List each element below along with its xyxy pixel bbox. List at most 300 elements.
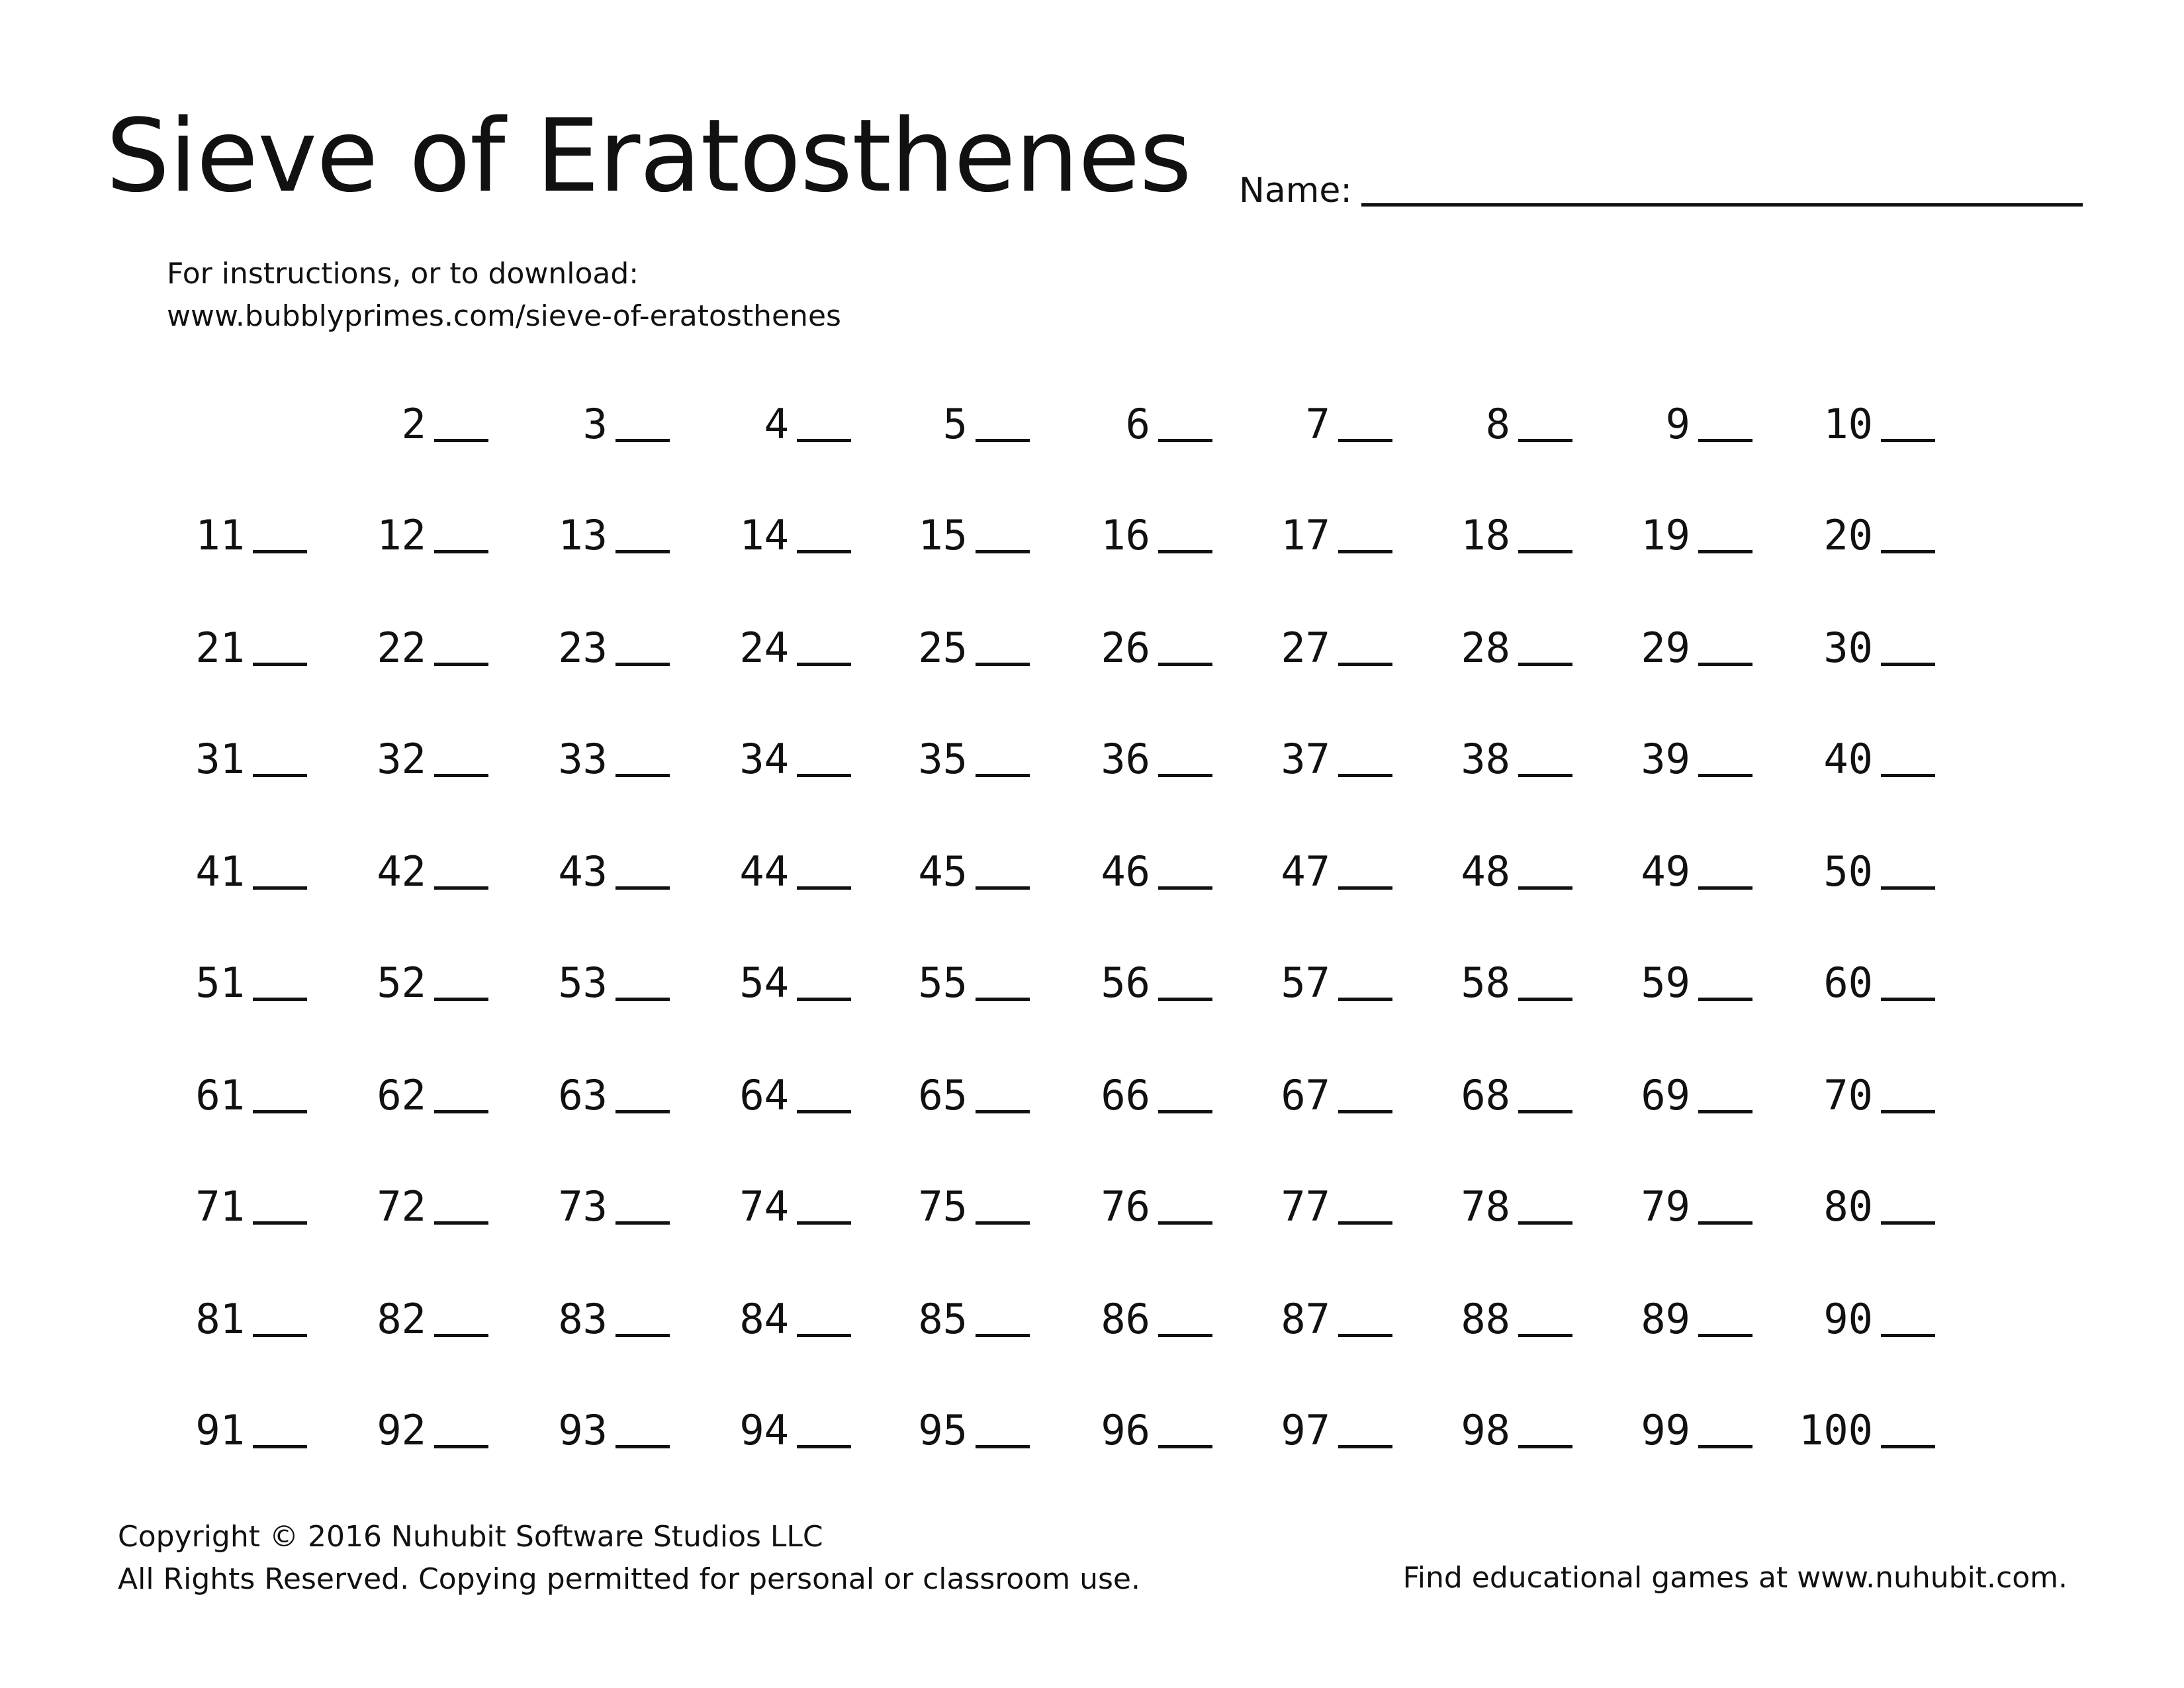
answer-blank[interactable] bbox=[797, 998, 851, 1001]
answer-blank[interactable] bbox=[1881, 1445, 1935, 1448]
number-cell[interactable] bbox=[161, 503, 307, 559]
number-cell[interactable] bbox=[1790, 1174, 1935, 1231]
number-cell[interactable] bbox=[1427, 616, 1572, 672]
answer-blank[interactable] bbox=[1338, 774, 1392, 777]
answer-blank[interactable] bbox=[1158, 774, 1212, 777]
number-label: 58 bbox=[1461, 959, 1510, 1007]
answer-blank[interactable] bbox=[434, 886, 488, 890]
answer-blank[interactable] bbox=[434, 1221, 488, 1225]
answer-blank[interactable] bbox=[434, 1334, 488, 1337]
number-label: 53 bbox=[558, 959, 608, 1007]
number-label: 39 bbox=[1641, 735, 1690, 783]
number-label: 21 bbox=[195, 624, 245, 672]
number-cell[interactable] bbox=[161, 839, 307, 896]
answer-blank[interactable] bbox=[797, 1445, 851, 1448]
answer-blank[interactable] bbox=[615, 886, 670, 890]
number-cell[interactable] bbox=[524, 1174, 670, 1231]
number-label: 25 bbox=[918, 624, 968, 672]
number-cell[interactable] bbox=[343, 503, 488, 559]
number-label: 34 bbox=[739, 735, 789, 783]
number-cell[interactable] bbox=[884, 1287, 1030, 1343]
answer-blank[interactable] bbox=[976, 886, 1030, 890]
number-cell[interactable] bbox=[1607, 727, 1752, 783]
answer-blank[interactable] bbox=[1518, 998, 1572, 1001]
number-cell[interactable] bbox=[524, 1398, 670, 1454]
number-cell[interactable] bbox=[705, 839, 851, 896]
number-label: 98 bbox=[1461, 1406, 1510, 1454]
answer-blank[interactable] bbox=[434, 550, 488, 553]
answer-blank[interactable] bbox=[615, 663, 670, 666]
number-label: 24 bbox=[739, 624, 789, 672]
answer-blank[interactable] bbox=[797, 1110, 851, 1113]
number-cell[interactable] bbox=[1427, 1174, 1572, 1231]
answer-blank[interactable] bbox=[976, 1334, 1030, 1337]
number-label: 37 bbox=[1281, 735, 1330, 783]
number-cell[interactable] bbox=[343, 1174, 488, 1231]
name-label: Name: bbox=[1239, 171, 1352, 211]
answer-blank[interactable] bbox=[1518, 1221, 1572, 1225]
number-cell[interactable] bbox=[884, 1398, 1030, 1454]
number-cell[interactable] bbox=[1607, 951, 1752, 1007]
number-label: 77 bbox=[1281, 1182, 1330, 1231]
answer-blank[interactable] bbox=[1518, 1445, 1572, 1448]
number-label: 18 bbox=[1461, 511, 1510, 559]
number-cell[interactable] bbox=[705, 727, 851, 783]
answer-blank[interactable] bbox=[615, 1221, 670, 1225]
number-cell[interactable] bbox=[524, 727, 670, 783]
answer-blank[interactable] bbox=[434, 998, 488, 1001]
answer-blank[interactable] bbox=[797, 1221, 851, 1225]
number-cell[interactable] bbox=[1607, 839, 1752, 896]
number-label: 96 bbox=[1101, 1406, 1150, 1454]
instructions-text: For instructions, or to download: bbox=[167, 257, 639, 291]
answer-blank[interactable] bbox=[1518, 1334, 1572, 1337]
number-cell[interactable] bbox=[1067, 616, 1212, 672]
number-cell[interactable] bbox=[705, 392, 851, 448]
answer-blank[interactable] bbox=[1698, 1334, 1752, 1337]
number-label: 19 bbox=[1641, 511, 1690, 559]
number-cell[interactable] bbox=[884, 392, 1030, 448]
number-cell[interactable] bbox=[884, 616, 1030, 672]
answer-blank[interactable] bbox=[1158, 1334, 1212, 1337]
answer-blank[interactable] bbox=[1518, 439, 1572, 442]
answer-blank[interactable] bbox=[615, 774, 670, 777]
answer-blank[interactable] bbox=[1518, 774, 1572, 777]
answer-blank[interactable] bbox=[1698, 1445, 1752, 1448]
number-label: 78 bbox=[1461, 1182, 1510, 1231]
answer-blank[interactable] bbox=[1698, 1221, 1752, 1225]
answer-blank[interactable] bbox=[1698, 774, 1752, 777]
answer-blank[interactable] bbox=[976, 439, 1030, 442]
number-cell[interactable] bbox=[1427, 1287, 1572, 1343]
answer-blank[interactable] bbox=[1518, 550, 1572, 553]
answer-blank[interactable] bbox=[797, 550, 851, 553]
number-cell[interactable] bbox=[1790, 1287, 1935, 1343]
answer-blank[interactable] bbox=[1698, 886, 1752, 890]
number-label: 71 bbox=[195, 1182, 245, 1231]
copyright-block bbox=[118, 1516, 1140, 1601]
number-label: 15 bbox=[918, 511, 968, 559]
number-cell[interactable] bbox=[705, 1174, 851, 1231]
answer-blank[interactable] bbox=[1338, 550, 1392, 553]
number-label: 41 bbox=[195, 847, 245, 896]
number-label: 93 bbox=[558, 1406, 608, 1454]
number-cell[interactable] bbox=[1607, 1174, 1752, 1231]
number-cell[interactable] bbox=[1427, 1398, 1572, 1454]
number-label: 12 bbox=[377, 511, 426, 559]
number-cell[interactable] bbox=[524, 839, 670, 896]
number-label: 76 bbox=[1101, 1182, 1150, 1231]
number-cell[interactable] bbox=[343, 839, 488, 896]
instructions-url: www.bubblyprimes.com/sieve-of-eratosthenes bbox=[167, 299, 841, 333]
answer-blank[interactable] bbox=[253, 1221, 307, 1225]
number-label: 5 bbox=[942, 400, 968, 448]
number-cell[interactable] bbox=[1067, 839, 1212, 896]
number-label: 8 bbox=[1485, 400, 1510, 448]
number-label: 7 bbox=[1305, 400, 1330, 448]
answer-blank[interactable] bbox=[1338, 998, 1392, 1001]
number-label: 35 bbox=[918, 735, 968, 783]
number-label: 30 bbox=[1823, 624, 1873, 672]
number-cell[interactable] bbox=[343, 392, 488, 448]
number-cell[interactable] bbox=[1790, 1398, 1935, 1454]
rights-text: All Rights Reserved. Copying permitted for personal or classroom use. bbox=[118, 1562, 1140, 1596]
number-label: 16 bbox=[1101, 511, 1150, 559]
answer-blank[interactable] bbox=[253, 774, 307, 777]
number-label: 59 bbox=[1641, 959, 1690, 1007]
answer-blank[interactable] bbox=[1518, 886, 1572, 890]
number-label: 99 bbox=[1641, 1406, 1690, 1454]
number-label: 11 bbox=[195, 511, 245, 559]
answer-blank[interactable] bbox=[253, 1334, 307, 1337]
number-label: 66 bbox=[1101, 1071, 1150, 1119]
number-label: 69 bbox=[1641, 1071, 1690, 1119]
answer-blank[interactable] bbox=[797, 774, 851, 777]
number-cell[interactable] bbox=[1247, 503, 1392, 559]
number-cell[interactable] bbox=[884, 503, 1030, 559]
number-label: 38 bbox=[1461, 735, 1510, 783]
number-cell[interactable] bbox=[1427, 951, 1572, 1007]
number-label: 36 bbox=[1101, 735, 1150, 783]
answer-blank[interactable] bbox=[1881, 663, 1935, 666]
number-label: 31 bbox=[195, 735, 245, 783]
answer-blank[interactable] bbox=[1698, 550, 1752, 553]
answer-blank[interactable] bbox=[1698, 439, 1752, 442]
number-cell[interactable] bbox=[1427, 503, 1572, 559]
answer-blank[interactable] bbox=[1881, 1334, 1935, 1337]
number-label: 10 bbox=[1823, 400, 1873, 448]
number-cell[interactable] bbox=[1790, 951, 1935, 1007]
number-cell[interactable] bbox=[1790, 503, 1935, 559]
page-title: Sieve of Eratosthenes bbox=[106, 97, 1191, 214]
number-cell[interactable] bbox=[1607, 1287, 1752, 1343]
number-label: 54 bbox=[739, 959, 789, 1007]
number-label: 72 bbox=[377, 1182, 426, 1231]
number-cell[interactable] bbox=[1247, 392, 1392, 448]
number-label: 62 bbox=[377, 1071, 426, 1119]
number-cell[interactable] bbox=[1247, 1398, 1392, 1454]
number-label: 64 bbox=[739, 1071, 789, 1119]
number-cell[interactable] bbox=[884, 839, 1030, 896]
number-label: 81 bbox=[195, 1295, 245, 1343]
answer-blank[interactable] bbox=[976, 1221, 1030, 1225]
answer-blank[interactable] bbox=[1338, 1221, 1392, 1225]
answer-blank[interactable] bbox=[976, 774, 1030, 777]
number-label: 95 bbox=[918, 1406, 968, 1454]
number-cell[interactable] bbox=[343, 1287, 488, 1343]
number-cell[interactable] bbox=[343, 1398, 488, 1454]
number-label: 74 bbox=[739, 1182, 789, 1231]
answer-blank[interactable] bbox=[434, 1445, 488, 1448]
number-label: 70 bbox=[1823, 1071, 1873, 1119]
number-label: 20 bbox=[1823, 511, 1873, 559]
number-label: 28 bbox=[1461, 624, 1510, 672]
answer-blank[interactable] bbox=[1338, 886, 1392, 890]
answer-blank[interactable] bbox=[1881, 439, 1935, 442]
answer-blank[interactable] bbox=[797, 886, 851, 890]
number-cell[interactable] bbox=[1067, 392, 1212, 448]
number-label: 22 bbox=[377, 624, 426, 672]
number-cell[interactable] bbox=[1247, 951, 1392, 1007]
number-cell[interactable] bbox=[1607, 1063, 1752, 1119]
number-cell[interactable] bbox=[1427, 839, 1572, 896]
number-cell[interactable] bbox=[524, 616, 670, 672]
answer-blank[interactable] bbox=[434, 1110, 488, 1113]
number-label: 50 bbox=[1823, 847, 1873, 896]
number-cell[interactable] bbox=[1790, 839, 1935, 896]
answer-blank[interactable] bbox=[615, 550, 670, 553]
number-cell[interactable] bbox=[1427, 727, 1572, 783]
number-cell[interactable] bbox=[161, 616, 307, 672]
number-label: 73 bbox=[558, 1182, 608, 1231]
answer-blank[interactable] bbox=[1698, 998, 1752, 1001]
answer-blank[interactable] bbox=[253, 663, 307, 666]
number-cell[interactable] bbox=[1607, 616, 1752, 672]
number-cell[interactable] bbox=[705, 1287, 851, 1343]
number-label: 4 bbox=[764, 400, 789, 448]
answer-blank[interactable] bbox=[434, 663, 488, 666]
number-label: 43 bbox=[558, 847, 608, 896]
number-label: 48 bbox=[1461, 847, 1510, 896]
number-cell[interactable] bbox=[343, 616, 488, 672]
number-cell[interactable] bbox=[884, 727, 1030, 783]
answer-blank[interactable] bbox=[1158, 886, 1212, 890]
answer-blank[interactable] bbox=[1338, 663, 1392, 666]
answer-blank[interactable] bbox=[1158, 1221, 1212, 1225]
answer-blank[interactable] bbox=[1881, 774, 1935, 777]
number-label: 89 bbox=[1641, 1295, 1690, 1343]
number-cell[interactable] bbox=[524, 1063, 670, 1119]
number-cell[interactable] bbox=[705, 616, 851, 672]
number-cell[interactable] bbox=[524, 392, 670, 448]
answer-blank[interactable] bbox=[976, 663, 1030, 666]
number-cell[interactable] bbox=[1067, 1063, 1212, 1119]
number-cell[interactable] bbox=[343, 727, 488, 783]
number-label: 90 bbox=[1823, 1295, 1873, 1343]
number-label: 33 bbox=[558, 735, 608, 783]
answer-blank[interactable] bbox=[1881, 886, 1935, 890]
number-label: 88 bbox=[1461, 1295, 1510, 1343]
number-label: 79 bbox=[1641, 1182, 1690, 1231]
number-label: 52 bbox=[377, 959, 426, 1007]
number-label: 56 bbox=[1101, 959, 1150, 1007]
number-label: 67 bbox=[1281, 1071, 1330, 1119]
number-cell[interactable] bbox=[1067, 1398, 1212, 1454]
number-cell[interactable] bbox=[161, 951, 307, 1007]
number-cell[interactable] bbox=[161, 1174, 307, 1231]
answer-blank[interactable] bbox=[615, 1334, 670, 1337]
answer-blank[interactable] bbox=[253, 1110, 307, 1113]
number-label: 63 bbox=[558, 1071, 608, 1119]
number-label: 75 bbox=[918, 1182, 968, 1231]
answer-blank[interactable] bbox=[1698, 663, 1752, 666]
number-label: 85 bbox=[918, 1295, 968, 1343]
number-cell[interactable] bbox=[1247, 1174, 1392, 1231]
number-cell[interactable] bbox=[1247, 727, 1392, 783]
number-cell[interactable] bbox=[1790, 727, 1935, 783]
answer-blank[interactable] bbox=[615, 1445, 670, 1448]
number-label: 26 bbox=[1101, 624, 1150, 672]
number-label: 47 bbox=[1281, 847, 1330, 896]
answer-blank[interactable] bbox=[615, 998, 670, 1001]
answer-blank[interactable] bbox=[1158, 1110, 1212, 1113]
answer-blank[interactable] bbox=[976, 1110, 1030, 1113]
answer-blank[interactable] bbox=[797, 439, 851, 442]
number-label: 9 bbox=[1665, 400, 1690, 448]
number-cell[interactable] bbox=[1607, 392, 1752, 448]
answer-blank[interactable] bbox=[1881, 1221, 1935, 1225]
number-cell[interactable] bbox=[1607, 503, 1752, 559]
number-cell[interactable] bbox=[1067, 951, 1212, 1007]
number-label: 84 bbox=[739, 1295, 789, 1343]
number-label: 23 bbox=[558, 624, 608, 672]
answer-blank[interactable] bbox=[253, 998, 307, 1001]
number-cell[interactable] bbox=[705, 503, 851, 559]
number-cell[interactable] bbox=[1607, 1398, 1752, 1454]
number-label: 92 bbox=[377, 1406, 426, 1454]
answer-blank[interactable] bbox=[1158, 1445, 1212, 1448]
number-label: 13 bbox=[558, 511, 608, 559]
answer-blank[interactable] bbox=[1158, 439, 1212, 442]
number-cell[interactable] bbox=[1790, 1063, 1935, 1119]
number-label: 61 bbox=[195, 1071, 245, 1119]
answer-blank[interactable] bbox=[1158, 998, 1212, 1001]
answer-blank[interactable] bbox=[253, 886, 307, 890]
number-cell[interactable] bbox=[705, 1063, 851, 1119]
number-cell[interactable] bbox=[161, 1063, 307, 1119]
number-cell[interactable] bbox=[1790, 392, 1935, 448]
number-label: 87 bbox=[1281, 1295, 1330, 1343]
number-label: 27 bbox=[1281, 624, 1330, 672]
answer-blank[interactable] bbox=[1338, 1445, 1392, 1448]
number-label: 65 bbox=[918, 1071, 968, 1119]
number-label: 100 bbox=[1799, 1406, 1873, 1454]
number-label: 2 bbox=[401, 400, 426, 448]
answer-blank[interactable] bbox=[1338, 1334, 1392, 1337]
number-cell[interactable] bbox=[161, 1398, 307, 1454]
number-cell[interactable] bbox=[161, 727, 307, 783]
number-label: 82 bbox=[377, 1295, 426, 1343]
number-cell[interactable] bbox=[524, 1287, 670, 1343]
promo-text: Find educational games at www.nuhubit.com. bbox=[1402, 1561, 2068, 1595]
number-cell[interactable] bbox=[524, 951, 670, 1007]
answer-blank[interactable] bbox=[797, 663, 851, 666]
number-label: 17 bbox=[1281, 511, 1330, 559]
answer-blank[interactable] bbox=[253, 550, 307, 553]
number-label: 40 bbox=[1823, 735, 1873, 783]
number-label: 6 bbox=[1125, 400, 1150, 448]
number-label: 94 bbox=[739, 1406, 789, 1454]
number-cell[interactable] bbox=[524, 503, 670, 559]
number-cell[interactable] bbox=[884, 1174, 1030, 1231]
number-cell[interactable] bbox=[1247, 1287, 1392, 1343]
number-cell[interactable] bbox=[1067, 727, 1212, 783]
number-cell[interactable] bbox=[1247, 1063, 1392, 1119]
answer-blank[interactable] bbox=[1881, 998, 1935, 1001]
answer-blank[interactable] bbox=[434, 774, 488, 777]
answer-blank[interactable] bbox=[253, 1445, 307, 1448]
number-label: 49 bbox=[1641, 847, 1690, 896]
number-label: 3 bbox=[582, 400, 608, 448]
number-cell[interactable] bbox=[1427, 1063, 1572, 1119]
number-label: 14 bbox=[739, 511, 789, 559]
number-label: 86 bbox=[1101, 1295, 1150, 1343]
answer-blank[interactable] bbox=[1881, 550, 1935, 553]
answer-blank[interactable] bbox=[615, 1110, 670, 1113]
number-cell[interactable] bbox=[1247, 839, 1392, 896]
number-cell[interactable] bbox=[1067, 1174, 1212, 1231]
number-cell[interactable] bbox=[705, 951, 851, 1007]
number-label: 55 bbox=[918, 959, 968, 1007]
number-cell[interactable] bbox=[1790, 616, 1935, 672]
number-label: 46 bbox=[1101, 847, 1150, 896]
number-cell[interactable] bbox=[1067, 1287, 1212, 1343]
copyright-text: Copyright © 2016 Nuhubit Software Studios LLC bbox=[118, 1520, 823, 1554]
answer-blank[interactable] bbox=[797, 1334, 851, 1337]
number-cell[interactable] bbox=[884, 951, 1030, 1007]
number-cell[interactable] bbox=[343, 951, 488, 1007]
number-cell[interactable] bbox=[1067, 503, 1212, 559]
number-cell[interactable] bbox=[343, 1063, 488, 1119]
answer-blank[interactable] bbox=[976, 1445, 1030, 1448]
answer-blank[interactable] bbox=[1518, 1110, 1572, 1113]
answer-blank[interactable] bbox=[1158, 550, 1212, 553]
answer-blank[interactable] bbox=[1698, 1110, 1752, 1113]
number-cell[interactable] bbox=[1247, 616, 1392, 672]
number-label: 45 bbox=[918, 847, 968, 896]
answer-blank[interactable] bbox=[1338, 1110, 1392, 1113]
number-cell[interactable] bbox=[161, 1287, 307, 1343]
number-cell[interactable] bbox=[1427, 392, 1572, 448]
number-label: 60 bbox=[1823, 959, 1873, 1007]
answer-blank[interactable] bbox=[615, 439, 670, 442]
number-cell[interactable] bbox=[884, 1063, 1030, 1119]
number-label: 97 bbox=[1281, 1406, 1330, 1454]
number-cell[interactable] bbox=[705, 1398, 851, 1454]
answer-blank[interactable] bbox=[976, 998, 1030, 1001]
number-label: 68 bbox=[1461, 1071, 1510, 1119]
answer-blank[interactable] bbox=[434, 439, 488, 442]
number-label: 32 bbox=[377, 735, 426, 783]
answer-blank[interactable] bbox=[976, 550, 1030, 553]
number-label: 51 bbox=[195, 959, 245, 1007]
answer-blank[interactable] bbox=[1158, 663, 1212, 666]
answer-blank[interactable] bbox=[1881, 1110, 1935, 1113]
answer-blank[interactable] bbox=[1518, 663, 1572, 666]
number-label: 29 bbox=[1641, 624, 1690, 672]
answer-blank[interactable] bbox=[1338, 439, 1392, 442]
number-label: 44 bbox=[739, 847, 789, 896]
